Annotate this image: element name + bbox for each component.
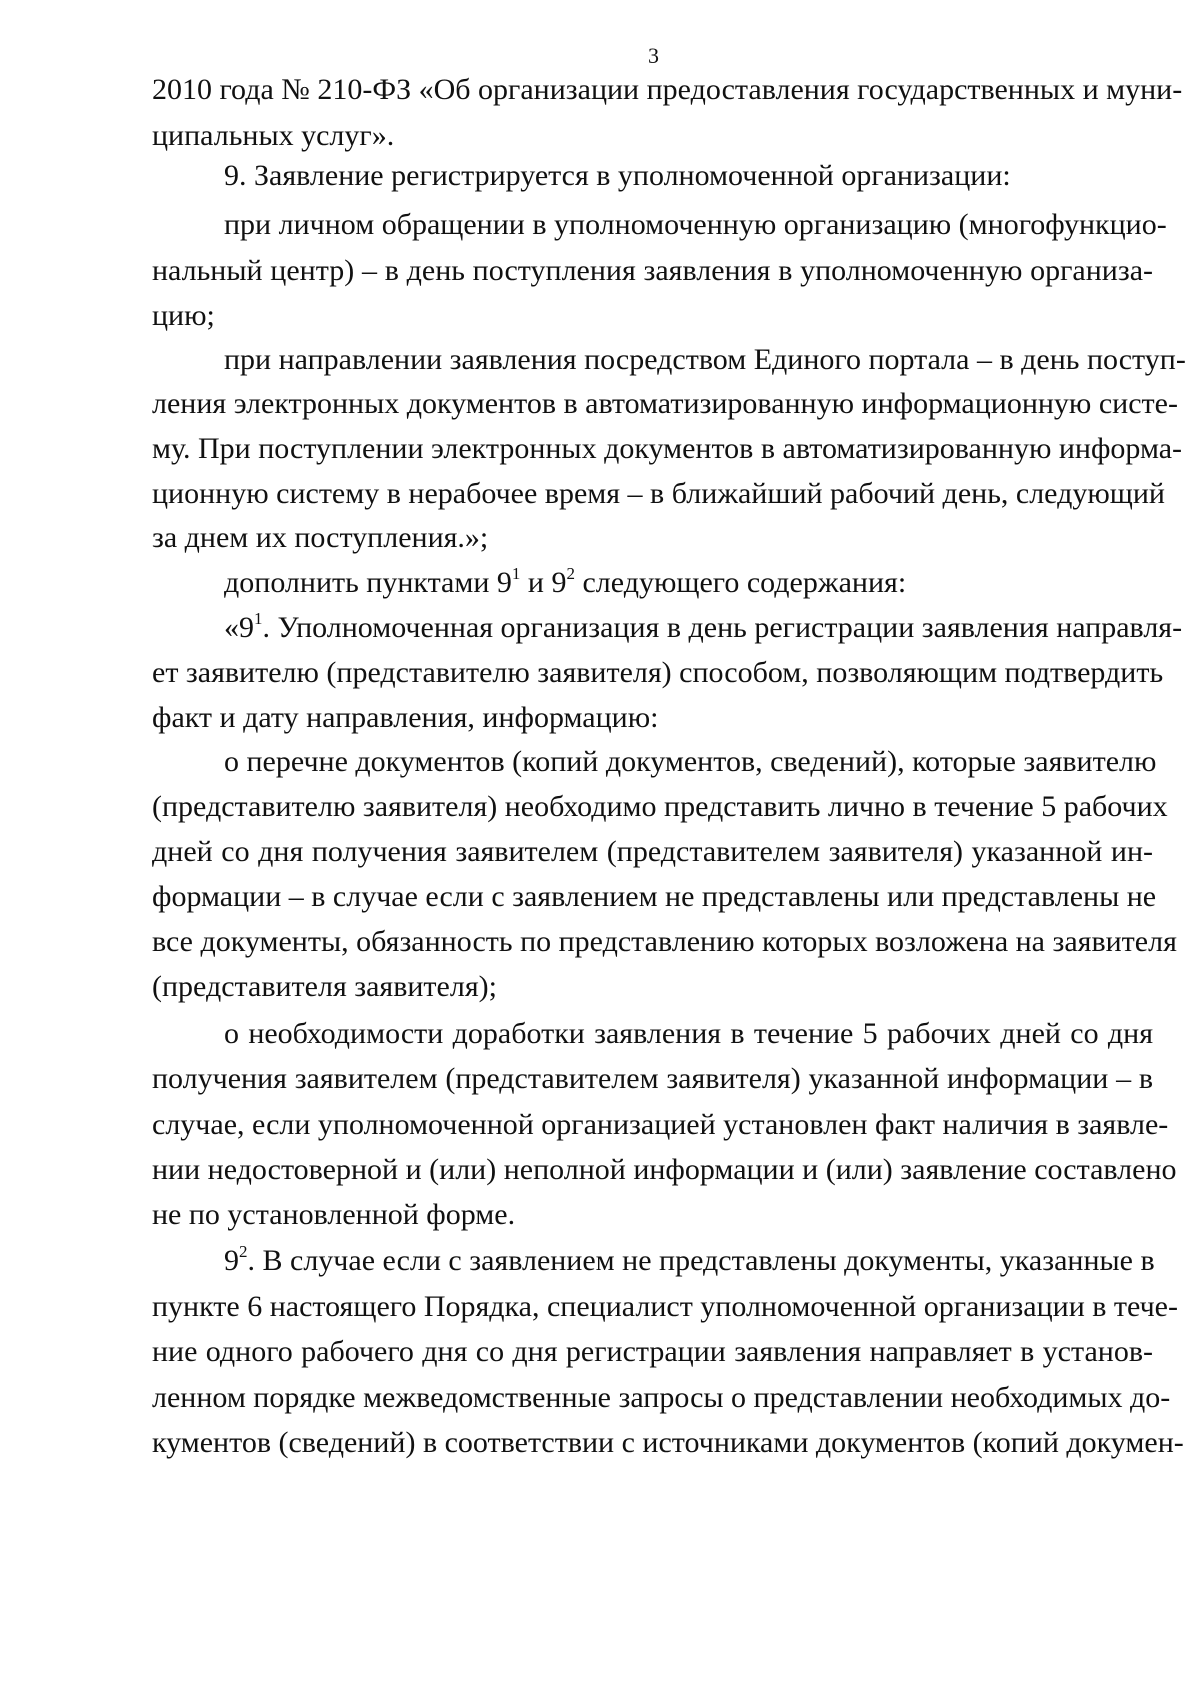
text-line: случае, если уполномоченной организацией установлен факт наличия в заявле- bbox=[152, 1108, 1169, 1141]
text-line: пункте 6 настоящего Порядка, специалист уполномоченной организации в тече- bbox=[152, 1290, 1178, 1323]
text-line: о перечне документов (копий документов, сведений), которые заявителю bbox=[224, 745, 1157, 778]
text-line: ципальных услуг». bbox=[152, 119, 395, 152]
text-line: нальный центр) – в день поступления заявления в уполномоченную организа- bbox=[152, 254, 1153, 287]
superscript: 1 bbox=[511, 564, 521, 583]
text-line: (представителю заявителя) необходимо представить лично в течение 5 рабочих bbox=[152, 790, 1168, 823]
text-line: дней со дня получения заявителем (представителем заявителя) указанной ин- bbox=[152, 835, 1153, 868]
text-span: 9 bbox=[224, 1244, 239, 1277]
text-line: 9. Заявление регистрируется в уполномоченной организации: bbox=[224, 159, 1011, 192]
text-span: . В случае если с заявлением не представлены документы, указанные в bbox=[247, 1244, 1155, 1277]
text-line: ленном порядке межведомственные запросы о представлении необходимых до- bbox=[152, 1381, 1171, 1414]
text-line bbox=[224, 1243, 1153, 1279]
text-line: все документы, обязанность по представлению которых возложена на заявителя bbox=[152, 925, 1177, 958]
superscript: 2 bbox=[566, 564, 575, 583]
text-line: за днем их поступления.»; bbox=[152, 521, 489, 554]
text-span: «9 bbox=[224, 611, 254, 644]
text-line: при личном обращении в уполномоченную организацию (многофункцио- bbox=[224, 208, 1167, 241]
superscript: 1 bbox=[254, 609, 263, 628]
text-line: не по установленной форме. bbox=[152, 1198, 516, 1231]
text-line: 2010 года № 210-ФЗ «Об организации предоставления государственных и муни- bbox=[152, 73, 1183, 106]
text-line: ления электронных документов в автоматизированную информационную систе- bbox=[152, 387, 1178, 420]
text-line: при направлении заявления посредством Единого портала – в день поступ- bbox=[224, 343, 1186, 376]
text-line: нии недостоверной и (или) неполной информации и (или) заявление составлено bbox=[152, 1153, 1177, 1186]
text-line: (представителя заявителя); bbox=[152, 970, 497, 1003]
text-span: дополнить пунктами 9 bbox=[224, 566, 512, 599]
text-span: . Уполномоченная организация в день регистрации заявления направля- bbox=[262, 611, 1183, 644]
text-line: ет заявителю (представителю заявителя) способом, позволяющим подтвердить bbox=[152, 656, 1164, 689]
text-line: му. При поступлении электронных документов в автоматизированную информа- bbox=[152, 432, 1183, 465]
text-span: следующего содержания: bbox=[574, 566, 907, 599]
superscript: 2 bbox=[239, 1242, 248, 1261]
text-line bbox=[224, 609, 1183, 646]
text-span: и 9 bbox=[520, 566, 567, 599]
text-line: кументов (сведений) в соответствии с источниками документов (копий докумен- bbox=[152, 1426, 1184, 1459]
text-line: формации – в случае если с заявлением не представлены или представлены не bbox=[152, 880, 1157, 913]
text-line: ние одного рабочего дня со дня регистрации заявления направляет в установ- bbox=[152, 1335, 1153, 1368]
text-line: о необходимости доработки заявления в течение 5 рабочих дней со дня bbox=[224, 1017, 1153, 1050]
text-line bbox=[224, 565, 1153, 601]
text-line: ционную систему в нерабочее время – в ближайший рабочий день, следующий bbox=[152, 477, 1165, 510]
page-number: 3 bbox=[648, 43, 659, 68]
text-line: получения заявителем (представителем заявителя) указанной информации – в bbox=[152, 1062, 1153, 1095]
text-line: цию; bbox=[152, 299, 215, 332]
text-line: факт и дату направления, информацию: bbox=[152, 701, 659, 734]
